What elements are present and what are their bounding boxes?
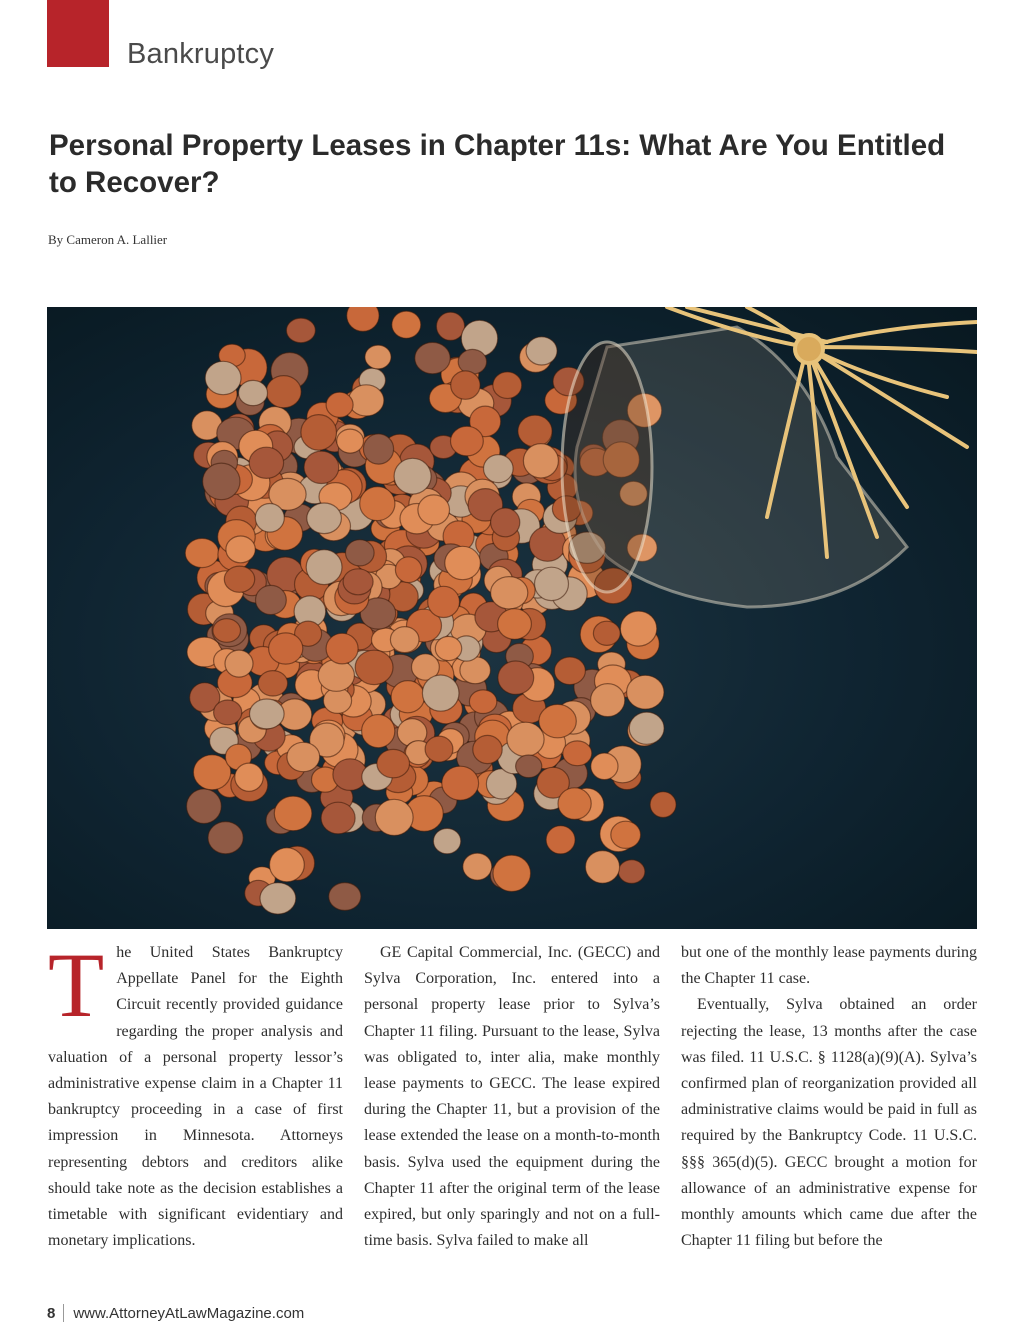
penny-coin (337, 429, 364, 453)
penny-coin (484, 455, 514, 483)
penny-coin (445, 546, 481, 579)
penny-coin (250, 699, 285, 729)
penny-coin (343, 569, 373, 595)
intro-paragraph: he United States Bankruptcy Appellate Panel for the Eighth Circuit recently provided guidance regarding the proper analysis and valuation of a personal property lessor’s administrative expense claim in a Chapter 11 bankruptcy proceeding in a case of first impression in Minnesota. Attorneys representing debtors and creditors alike should take note as the decision establishes a timetable with significant evidentiary and monetary implications. (48, 944, 343, 1250)
article-photo-pennies (47, 307, 977, 929)
penny-coin (260, 883, 296, 914)
penny-coin (306, 550, 342, 585)
penny-coin (355, 650, 393, 684)
penny-coin (535, 567, 569, 600)
penny-coin (346, 540, 375, 566)
penny-coin (391, 681, 424, 713)
section-color-block (47, 0, 109, 67)
penny-coin (321, 802, 355, 834)
penny-coin (463, 853, 492, 880)
penny-coin (269, 633, 303, 664)
penny-coin (498, 609, 532, 640)
penny-coin (425, 736, 453, 762)
article-title: Personal Property Leases in Chapter 11s: What Are You Entitled to Recover? (49, 129, 946, 199)
penny-coin (225, 650, 253, 677)
penny-coin (433, 828, 460, 853)
penny-coin (326, 633, 358, 664)
penny-coin (558, 788, 591, 820)
penny-coin (539, 704, 576, 737)
penny-coin (235, 763, 263, 791)
penny-coin (585, 851, 619, 884)
penny-coin (208, 822, 243, 854)
penny-coin (304, 451, 339, 483)
penny-coin (507, 722, 544, 756)
penny-coin (394, 458, 431, 494)
penny-coin (226, 536, 255, 563)
penny-coin (203, 463, 240, 500)
penny-coin (436, 312, 464, 340)
penny-coin (458, 349, 486, 374)
penny-coin (422, 675, 459, 711)
footer-website: www.AttorneyAtLawMagazine.com (73, 1304, 305, 1322)
penny-coin (318, 660, 354, 692)
page-footer (47, 1304, 304, 1322)
penny-coin (473, 735, 502, 763)
penny-coin (347, 307, 379, 331)
penny-coin (526, 337, 557, 365)
penny-coin (554, 657, 585, 685)
penny-coin (301, 415, 337, 451)
penny-coin (591, 753, 618, 780)
body-paragraph: Eventually, Sylva obtained an order rejecting the lease, 13 months after the case was filed. 11 U.S.C. § 1128(a)(9)(A). Sylva’s confirmed plan of reorganization provided all administrative claims would be paid in full as required by the Bankruptcy Code. 11 U.S.C. §§§ 365(d)(5). GECC brought a motion for allowance of an administrative expense for monthly amounts which came due after the Chapter 11 filing but before the (681, 996, 977, 1250)
page-number: 8 (47, 1304, 56, 1322)
penny-coin (266, 376, 301, 408)
penny-coin (491, 577, 528, 609)
penny-coin (650, 792, 676, 818)
penny-coin (329, 883, 361, 911)
penny-coin (498, 661, 534, 694)
penny-coin (256, 585, 287, 614)
penny-coin (518, 415, 552, 447)
body-paragraph-continued: but one of the monthly lease payments during the Chapter 11 case. (681, 944, 977, 988)
spilled-pennies-illustration (47, 307, 977, 929)
penny-coin (392, 311, 421, 338)
penny-coin (418, 495, 450, 525)
footer-divider (63, 1304, 64, 1322)
penny-coin (390, 627, 419, 653)
penny-coin (274, 796, 312, 831)
penny-coin (213, 619, 241, 643)
penny-coin (415, 342, 450, 373)
penny-coin (363, 434, 393, 464)
penny-coin (442, 766, 479, 800)
penny-coin (620, 611, 656, 646)
penny-coin (255, 504, 284, 533)
penny-coin (395, 557, 421, 583)
penny-coin (258, 671, 287, 696)
body-paragraph: GE Capital Commercial, Inc. (GECC) and Sylva Corporation, Inc. entered into a personal property lease prior to Sylva’s Chapter 11 filing. Pursuant to the lease, Sylva was obligated to, inter alia, make monthly lease payments to GECC. The lease expired during the Chapter 11, but a provision of the lease extended the lease on a month-to-month basis. Sylva used the equipment during the Chapter 11 after the original term of the lease expired, but only sparingly and not on a full-time basis. Sylva failed to make all (364, 944, 660, 1250)
penny-coin (270, 848, 305, 882)
penny-coin (362, 715, 395, 748)
penny-coin (516, 755, 542, 778)
penny-coin (469, 690, 496, 714)
penny-coin (546, 826, 575, 854)
penny-coin (591, 684, 625, 717)
penny-coin (224, 566, 254, 592)
drop-cap: T (48, 940, 105, 1036)
penny-coin (593, 621, 620, 645)
penny-coin (435, 636, 461, 660)
penny-coin (307, 503, 342, 534)
penny-coin (451, 426, 484, 456)
penny-coin (491, 508, 520, 537)
penny-coin (287, 742, 320, 771)
penny-coin (239, 380, 268, 405)
penny-coin (375, 799, 413, 835)
penny-coin (451, 371, 480, 399)
section-label: Bankruptcy (127, 38, 275, 70)
penny-coin (523, 444, 558, 478)
penny-coin (349, 385, 384, 416)
penny-coin (493, 855, 531, 891)
article-byline: By Cameron A. Lallier (48, 232, 168, 247)
penny-coin (185, 538, 219, 567)
article-column-3 (681, 940, 977, 1282)
penny-coin (493, 372, 522, 399)
penny-coin (629, 712, 664, 744)
penny-coin (205, 361, 241, 394)
penny-coin (618, 860, 645, 884)
article-column-2 (364, 940, 660, 1282)
penny-coin (428, 586, 460, 617)
penny-coin (249, 447, 283, 478)
penny-coin (360, 487, 395, 521)
article-column-1 (48, 940, 343, 1282)
penny-coin (563, 741, 592, 766)
penny-coin (214, 700, 242, 725)
penny-coin (611, 821, 641, 848)
penny-coin (286, 318, 315, 343)
penny-coin (326, 392, 353, 417)
penny-coin (187, 789, 222, 824)
penny-coin (365, 345, 391, 369)
penny-coin (627, 675, 664, 709)
penny-coin (377, 749, 410, 777)
